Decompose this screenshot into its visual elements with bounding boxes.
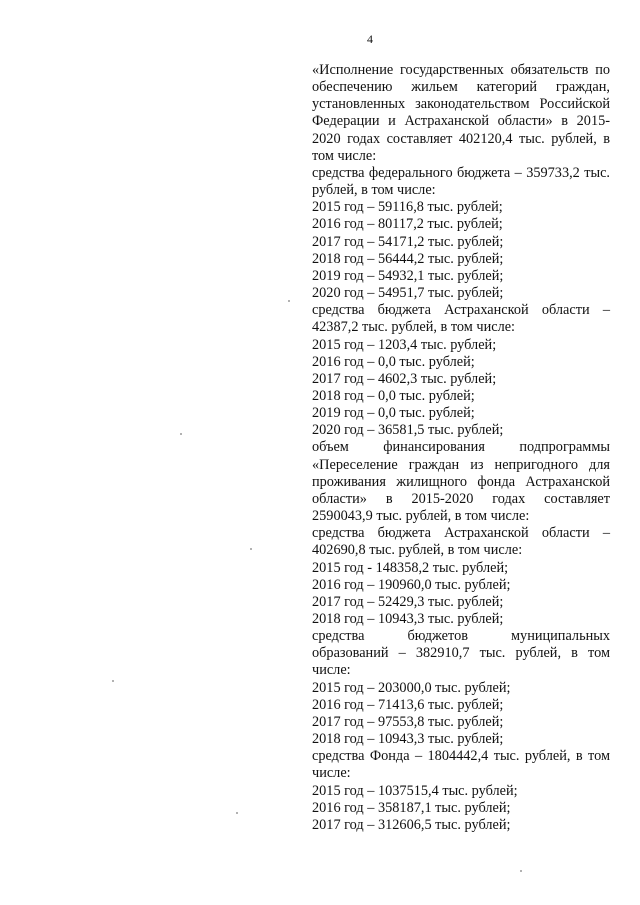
text-paragraph: средства федерального бюджета – 359733,2 тыс. рублей, в том числе: — [312, 164, 610, 199]
funding-year-line: 2015 год – 1037515,4 тыс. рублей; — [312, 782, 518, 799]
scan-speck — [112, 680, 114, 682]
scan-speck — [250, 548, 252, 550]
text-paragraph: средства бюджетов муниципальных образований – 382910,7 тыс. рублей, в том числе: — [312, 628, 610, 679]
text-paragraph: средства бюджета Астраханской области – 402690,8 тыс. рублей, в том числе: — [312, 525, 610, 559]
funding-year-line: 2016 год – 0,0 тыс. рублей; — [312, 353, 475, 370]
text-column — [312, 62, 610, 834]
text-paragraph: средства бюджета Астраханской области – 42387,2 тыс. рублей, в том числе: — [312, 302, 610, 336]
text-paragraph: объем финансирования подпрограммы «Переселение граждан из непригодного для проживания жилищного фонда Астраханской области» в 2015-2020 годах составляет 2590043,9 тыс. рублей, в том числе: — [312, 439, 610, 525]
funding-year-line: 2016 год – 71413,6 тыс. рублей; — [312, 696, 504, 713]
funding-year-line: 2015 год - 148358,2 тыс. рублей; — [312, 559, 509, 576]
funding-year-line: 2017 год – 4602,3 тыс. рублей; — [312, 370, 497, 387]
funding-year-line: 2018 год – 10943,3 тыс. рублей; — [312, 611, 504, 627]
funding-year-line: 2017 год – 54171,2 тыс. рублей; — [312, 233, 504, 250]
funding-year-line: 2015 год – 1203,4 тыс. рублей; — [312, 336, 497, 353]
scan-speck — [180, 433, 182, 435]
funding-year-line: 2020 год – 36581,5 тыс. рублей; — [312, 422, 504, 439]
funding-year-line: 2016 год – 358187,1 тыс. рублей; — [312, 799, 511, 816]
funding-year-line: 2019 год – 54932,1 тыс. рублей; — [312, 267, 504, 284]
scan-speck — [288, 300, 290, 302]
funding-year-line: 2020 год – 54951,7 тыс. рублей; — [312, 285, 504, 302]
page-number: 4 — [367, 32, 373, 46]
text-paragraph: средства Фонда – 1804442,4 тыс. рублей, в том числе: — [312, 748, 610, 782]
funding-year-line: 2019 год – 0,0 тыс. рублей; — [312, 405, 475, 422]
funding-year-line: 2015 год – 203000,0 тыс. рублей; — [312, 679, 511, 696]
funding-year-line: 2017 год – 52429,3 тыс. рублей; — [312, 593, 504, 610]
funding-year-line: 2016 год – 190960,0 тыс. рублей; — [312, 576, 511, 593]
funding-year-line: 2017 год – 97553,8 тыс. рублей; — [312, 713, 504, 730]
scan-speck — [520, 870, 522, 872]
text-paragraph: «Исполнение государственных обязательств по обеспечению жильем категорий граждан, установленных законодательством Российской Федерации и Астраханской области» в 2015-2020 годах составляет 402120,4 тыс. рублей, в том числе: — [312, 62, 610, 164]
scan-speck — [236, 812, 238, 814]
funding-year-line: 2018 год – 56444,2 тыс. рублей; — [312, 250, 504, 267]
funding-year-line: 2018 год – 10943,3 тыс. рублей; — [312, 731, 504, 748]
funding-year-line: 2015 год – 59116,8 тыс. рублей; — [312, 199, 503, 216]
funding-year-line: 2017 год – 312606,5 тыс. рублей; — [312, 816, 511, 833]
funding-year-line: 2016 год – 80117,2 тыс. рублей; — [312, 216, 503, 233]
funding-year-line: 2018 год – 0,0 тыс. рублей; — [312, 387, 475, 404]
